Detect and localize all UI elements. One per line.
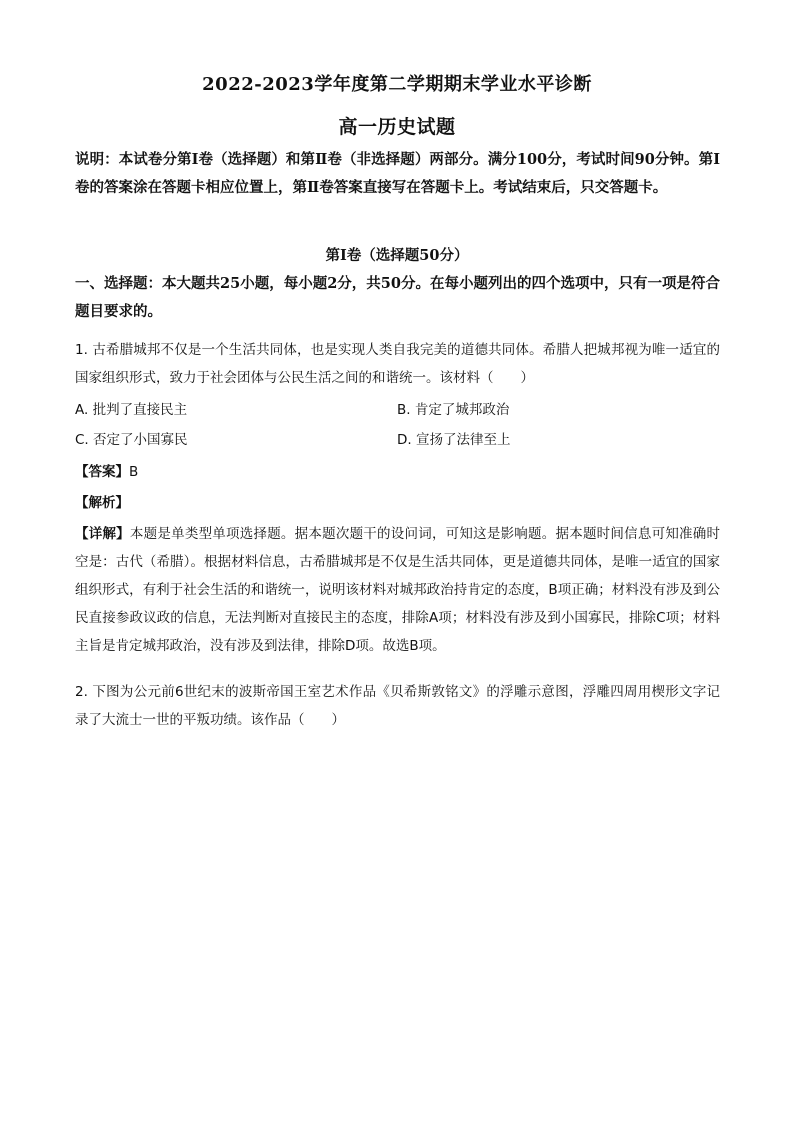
detail-text: 本题是单类型单项选择题。据本题次题干的设问词，可知这是影响题。据本题时间信息可知准确时空是：古代（希腊）。根据材料信息，古希腊城邦是不仅是生活共同体，更是道德共同体，是唯一适宜的国家组织形式，有利于社会生活的和谐统一，说明该材料对城邦政治持肯定的态度，B项正确；材料没有涉及到公民直接参政议政的信息，无法判断对直接民主的态度，排除A项；材料没有涉及到小国寡民，排除C项；材料主旨是肯定城邦政治，没有涉及到法律，排除D项。故选B项。 xyxy=(75,526,721,654)
question-1-answer xyxy=(75,458,138,486)
question-1-detail xyxy=(75,520,720,660)
question-1-stem: 1. 古希腊城邦不仅是一个生活共同体，也是实现人类自我完美的道德共同体。希腊人把城邦视为唯一适宜的国家组织形式，致力于社会团体与公民生活之间的和谐统一。该材料（ ） xyxy=(75,342,720,386)
question-2-stem: 2. 下图为公元前6世纪末的波斯帝国王室艺术作品《贝希斯敦铭文》的浮雕示意图，浮雕四周用楔形文字记录了大流士一世的平叛功绩。该作品（ ） xyxy=(75,684,720,728)
analysis-tag: 【解析】 xyxy=(75,495,129,511)
question-1-analysis-tag xyxy=(75,489,129,517)
exam-subtitle: 高一历史试题 xyxy=(338,116,456,138)
question-1-option-c: C. 否定了小国寡民 xyxy=(75,432,188,448)
answer-tag: 【答案】 xyxy=(75,464,129,480)
question-1-option-a: A. 批判了直接民主 xyxy=(75,402,188,418)
answer-value: B xyxy=(129,464,139,480)
part-one-heading: 一、选择题：本大题共25小题，每小题2分，共50分。在每小题列出的四个选项中，只有一项是符合题目要求的。 xyxy=(75,275,720,320)
question-1-option-d: D. 宣扬了法律至上 xyxy=(397,432,511,448)
exam-title: 2022-2023学年度第二学期期末学业水平诊断 xyxy=(202,74,592,95)
question-1-option-b: B. 肯定了城邦政治 xyxy=(397,402,510,418)
section-heading: 第Ⅰ卷（选择题50分） xyxy=(325,247,469,264)
detail-tag: 【详解】 xyxy=(75,526,130,542)
exam-instructions: 说明：本试卷分第Ⅰ卷（选择题）和第Ⅱ卷（非选择题）两部分。满分100分，考试时间90分钟。第Ⅰ卷的答案涂在答题卡相应位置上，第Ⅱ卷答案直接写在答题卡上。考试结束后，只交答题卡。 xyxy=(75,151,720,196)
